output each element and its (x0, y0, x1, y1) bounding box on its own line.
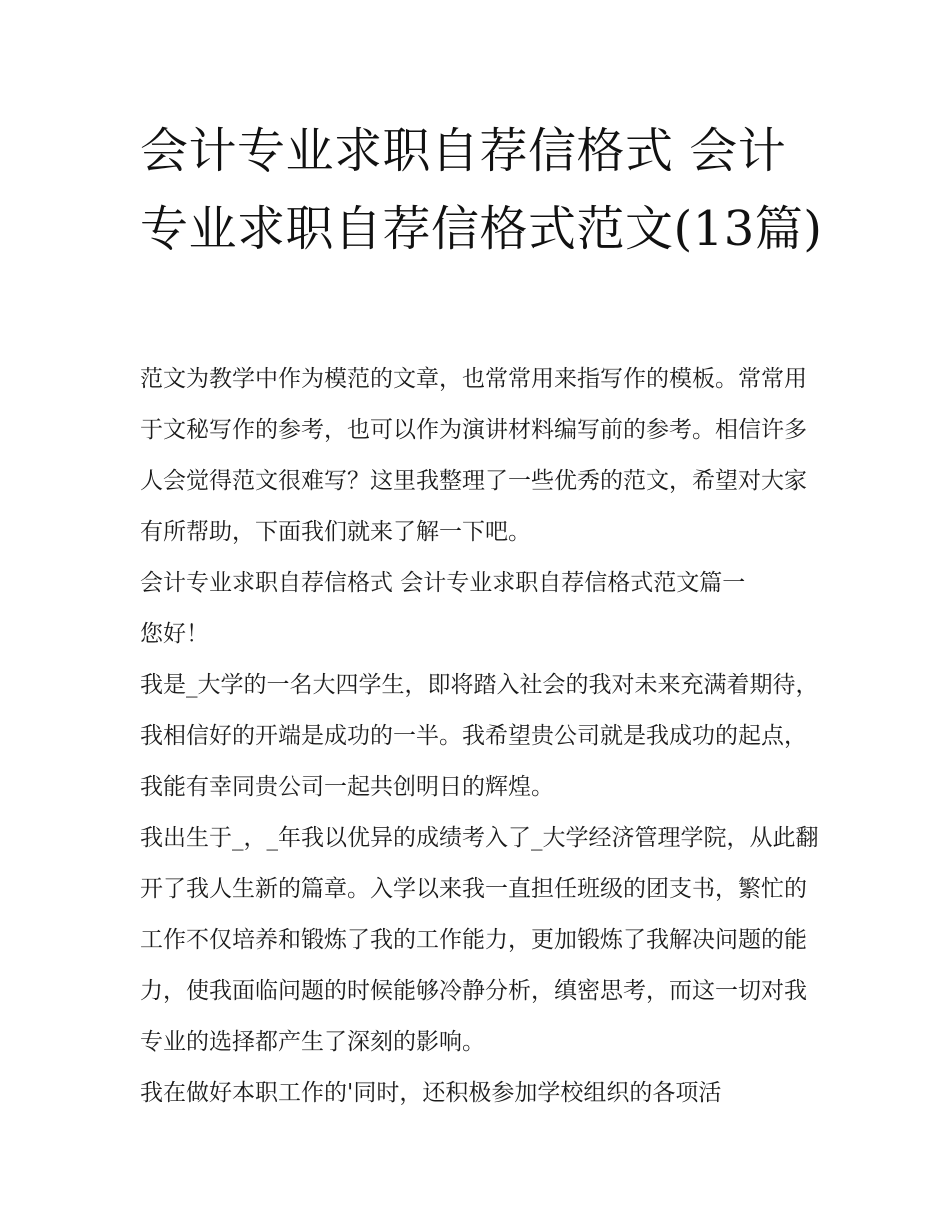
document-title: 会计专业求职自荐信格式 会计专业求职自荐信格式范文(13篇) (140, 123, 823, 257)
paragraph-activities: 我在做好本职工作的'同时，还积极参加学校组织的各项活 (140, 1080, 722, 1106)
paragraph-self-intro: 我是_大学的一名大四学生，即将踏入社会的我对未来充满着期待，我相信好的开端是成功的一半。我希望贵公司就是我成功的起点，我能有幸同贵公司一起共创明日的辉煌。 (140, 672, 819, 800)
paragraph-greeting: 您好！ (140, 621, 209, 647)
paragraph-section-heading: 会计专业求职自荐信格式 会计专业求职自荐信格式范文篇一 (140, 570, 746, 596)
paragraph-background: 我出生于_，_年我以优异的成绩考入了_大学经济管理学院，从此翻开了我人生新的篇章。入学以来我一直担任班级的团支书，繁忙的工作不仅培养和锻炼了我的工作能力，更加锻炼了我解决问题的能力，使我面临问题的时候能够冷静分析，缜密思考，而这一切对我专业的选择都产生了深刻的影响。 (140, 825, 819, 1055)
paragraph-intro: 范文为教学中作为模范的文章，也常常用来指写作的模板。常常用于文秘写作的参考，也可以作为演讲材料编写前的参考。相信许多人会觉得范文很难写？这里我整理了一些优秀的范文，希望对大家有所帮助，下面我们就来了解一下吧。 (140, 366, 807, 545)
document-body (140, 354, 822, 1119)
